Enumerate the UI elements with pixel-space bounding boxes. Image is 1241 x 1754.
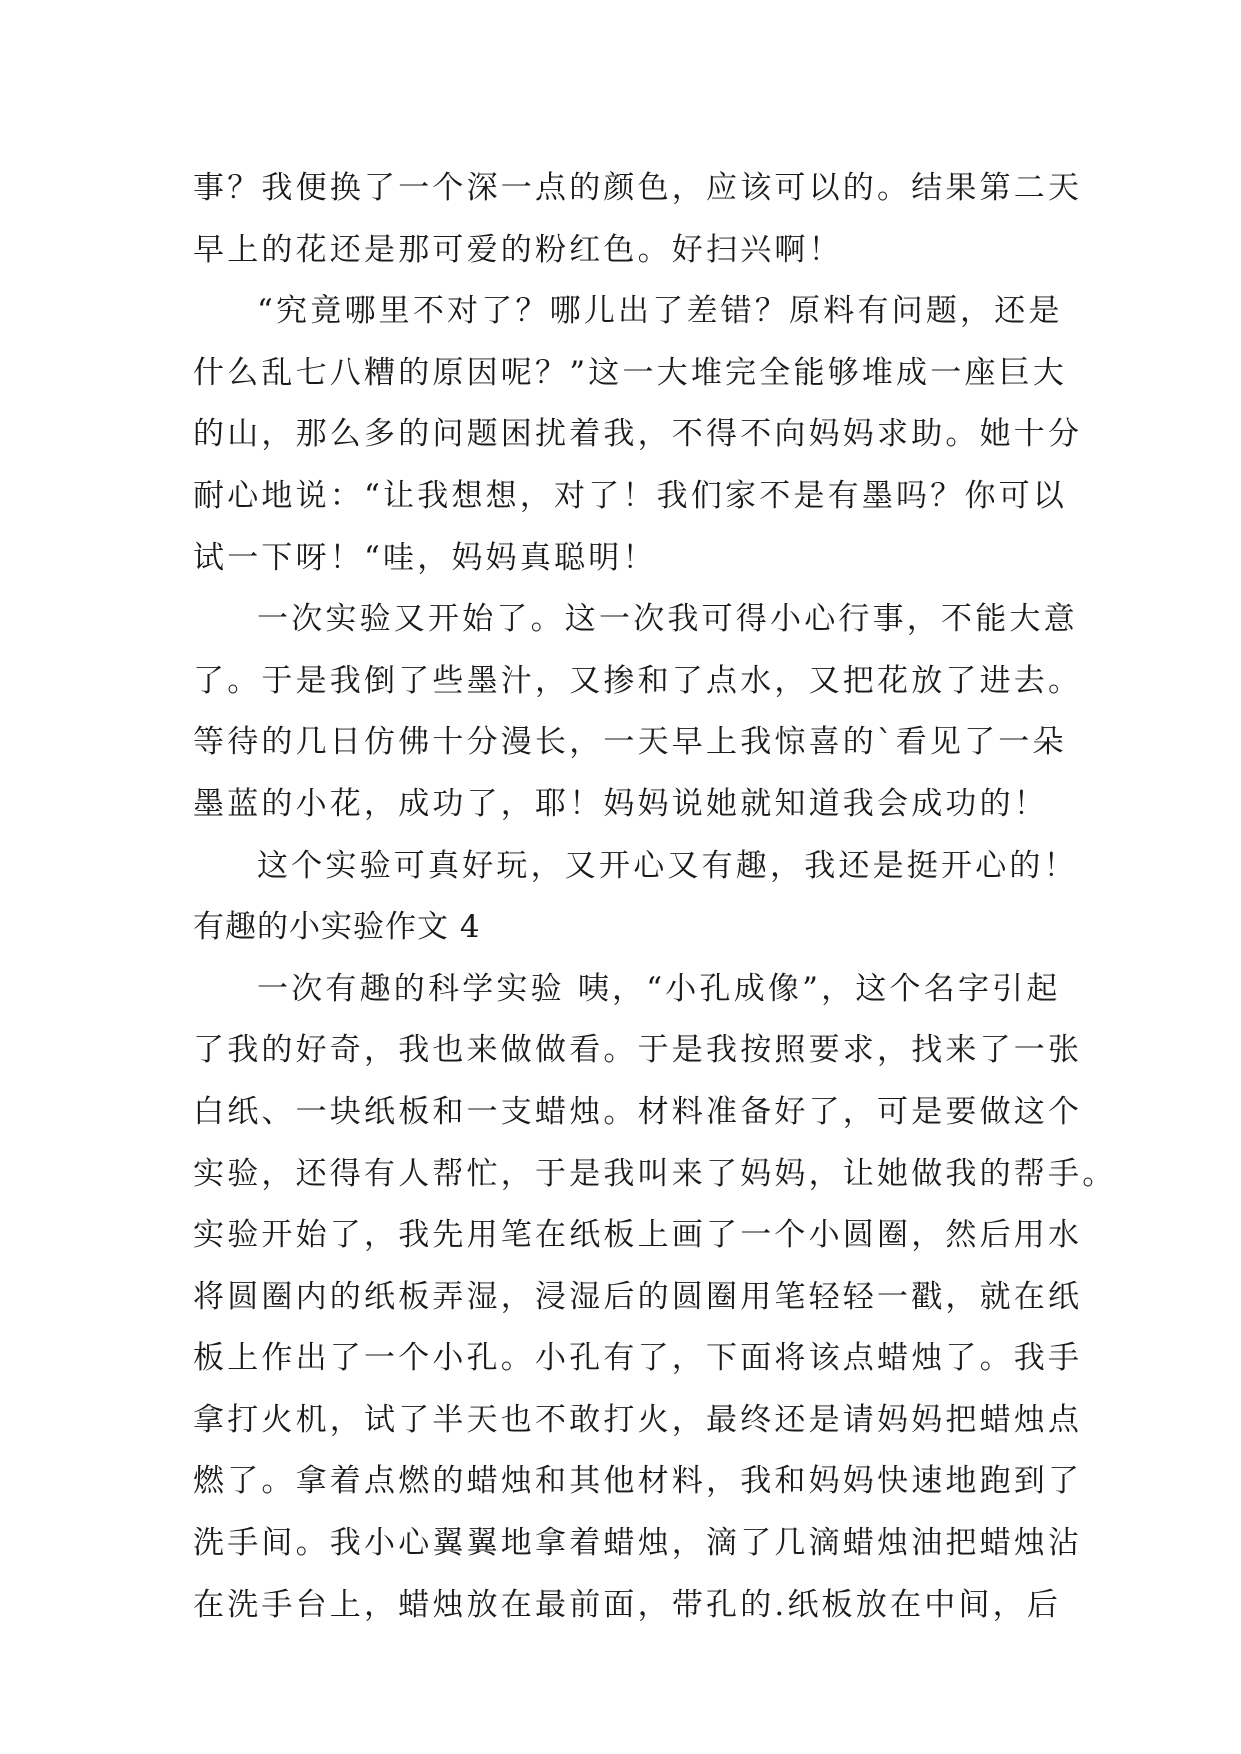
text-line: 在洗手台上，蜡烛放在最前面，带孔的.纸板放在中间，后 bbox=[193, 1586, 1062, 1623]
text-line: “究竟哪里不对了？哪儿出了差错？原料有问题，还是 bbox=[257, 293, 1063, 330]
text-line: 实验开始了，我先用笔在纸板上画了一个小圆圈，然后用水 bbox=[193, 1217, 1083, 1254]
text-line: 拿打火机，试了半天也不敢打火，最终还是请妈妈把蜡烛点 bbox=[193, 1401, 1083, 1438]
essay-body bbox=[193, 158, 1117, 1636]
text-line: 将圆圈内的纸板弄湿，浸湿后的圆圈用笔轻轻一戳，就在纸 bbox=[193, 1278, 1083, 1315]
text-line: 了。于是我倒了些墨汁，又掺和了点水，又把花放了进去。 bbox=[193, 662, 1083, 699]
text-line: 实验，还得有人帮忙，于是我叫来了妈妈，让她做我的帮手。 bbox=[193, 1155, 1117, 1192]
text-line: 洗手间。我小心翼翼地拿着蜡烛，滴了几滴蜡烛油把蜡烛沾 bbox=[193, 1525, 1083, 1562]
text-line: 一次实验又开始了。这一次我可得小心行事，不能大意 bbox=[257, 601, 1078, 638]
section-heading: 有趣的小实验作文 4 bbox=[193, 909, 481, 946]
text-line: 什么乱七八糟的原因呢？”这一大堆完全能够堆成一座巨大 bbox=[193, 354, 1068, 391]
text-line: 等待的几日仿佛十分漫长，一天早上我惊喜的`看见了一朵 bbox=[193, 724, 1067, 761]
text-line: 试一下呀！“哇，妈妈真聪明！ bbox=[193, 539, 657, 576]
text-line: 燃了。拿着点燃的蜡烛和其他材料，我和妈妈快速地跑到了 bbox=[193, 1463, 1083, 1500]
text-line: 耐心地说：“让我想想，对了！我们家不是有墨吗？你可以 bbox=[193, 477, 1068, 514]
text-line: 的山，那么多的问题困扰着我，不得不向妈妈求助。她十分 bbox=[193, 416, 1083, 453]
text-line: 这个实验可真好玩，又开心又有趣，我还是挺开心的！ bbox=[257, 847, 1078, 884]
text-line: 白纸、一块纸板和一支蜡烛。材料准备好了，可是要做这个 bbox=[193, 1093, 1083, 1130]
text-line: 早上的花还是那可爱的粉红色。好扫兴啊！ bbox=[193, 231, 843, 268]
text-line: 板上作出了一个小孔。小孔有了，下面将该点蜡烛了。我手 bbox=[193, 1340, 1083, 1377]
text-line: 了我的好奇，我也来做做看。于是我按照要求，找来了一张 bbox=[193, 1032, 1083, 1069]
text-line: 墨蓝的小花，成功了，耶！妈妈说她就知道我会成功的！ bbox=[193, 785, 1048, 822]
text-line: 一次有趣的科学实验 咦，“小孔成像”，这个名字引起 bbox=[257, 970, 1061, 1007]
text-line: 事？我便换了一个深一点的颜色，应该可以的。结果第二天 bbox=[193, 170, 1083, 206]
